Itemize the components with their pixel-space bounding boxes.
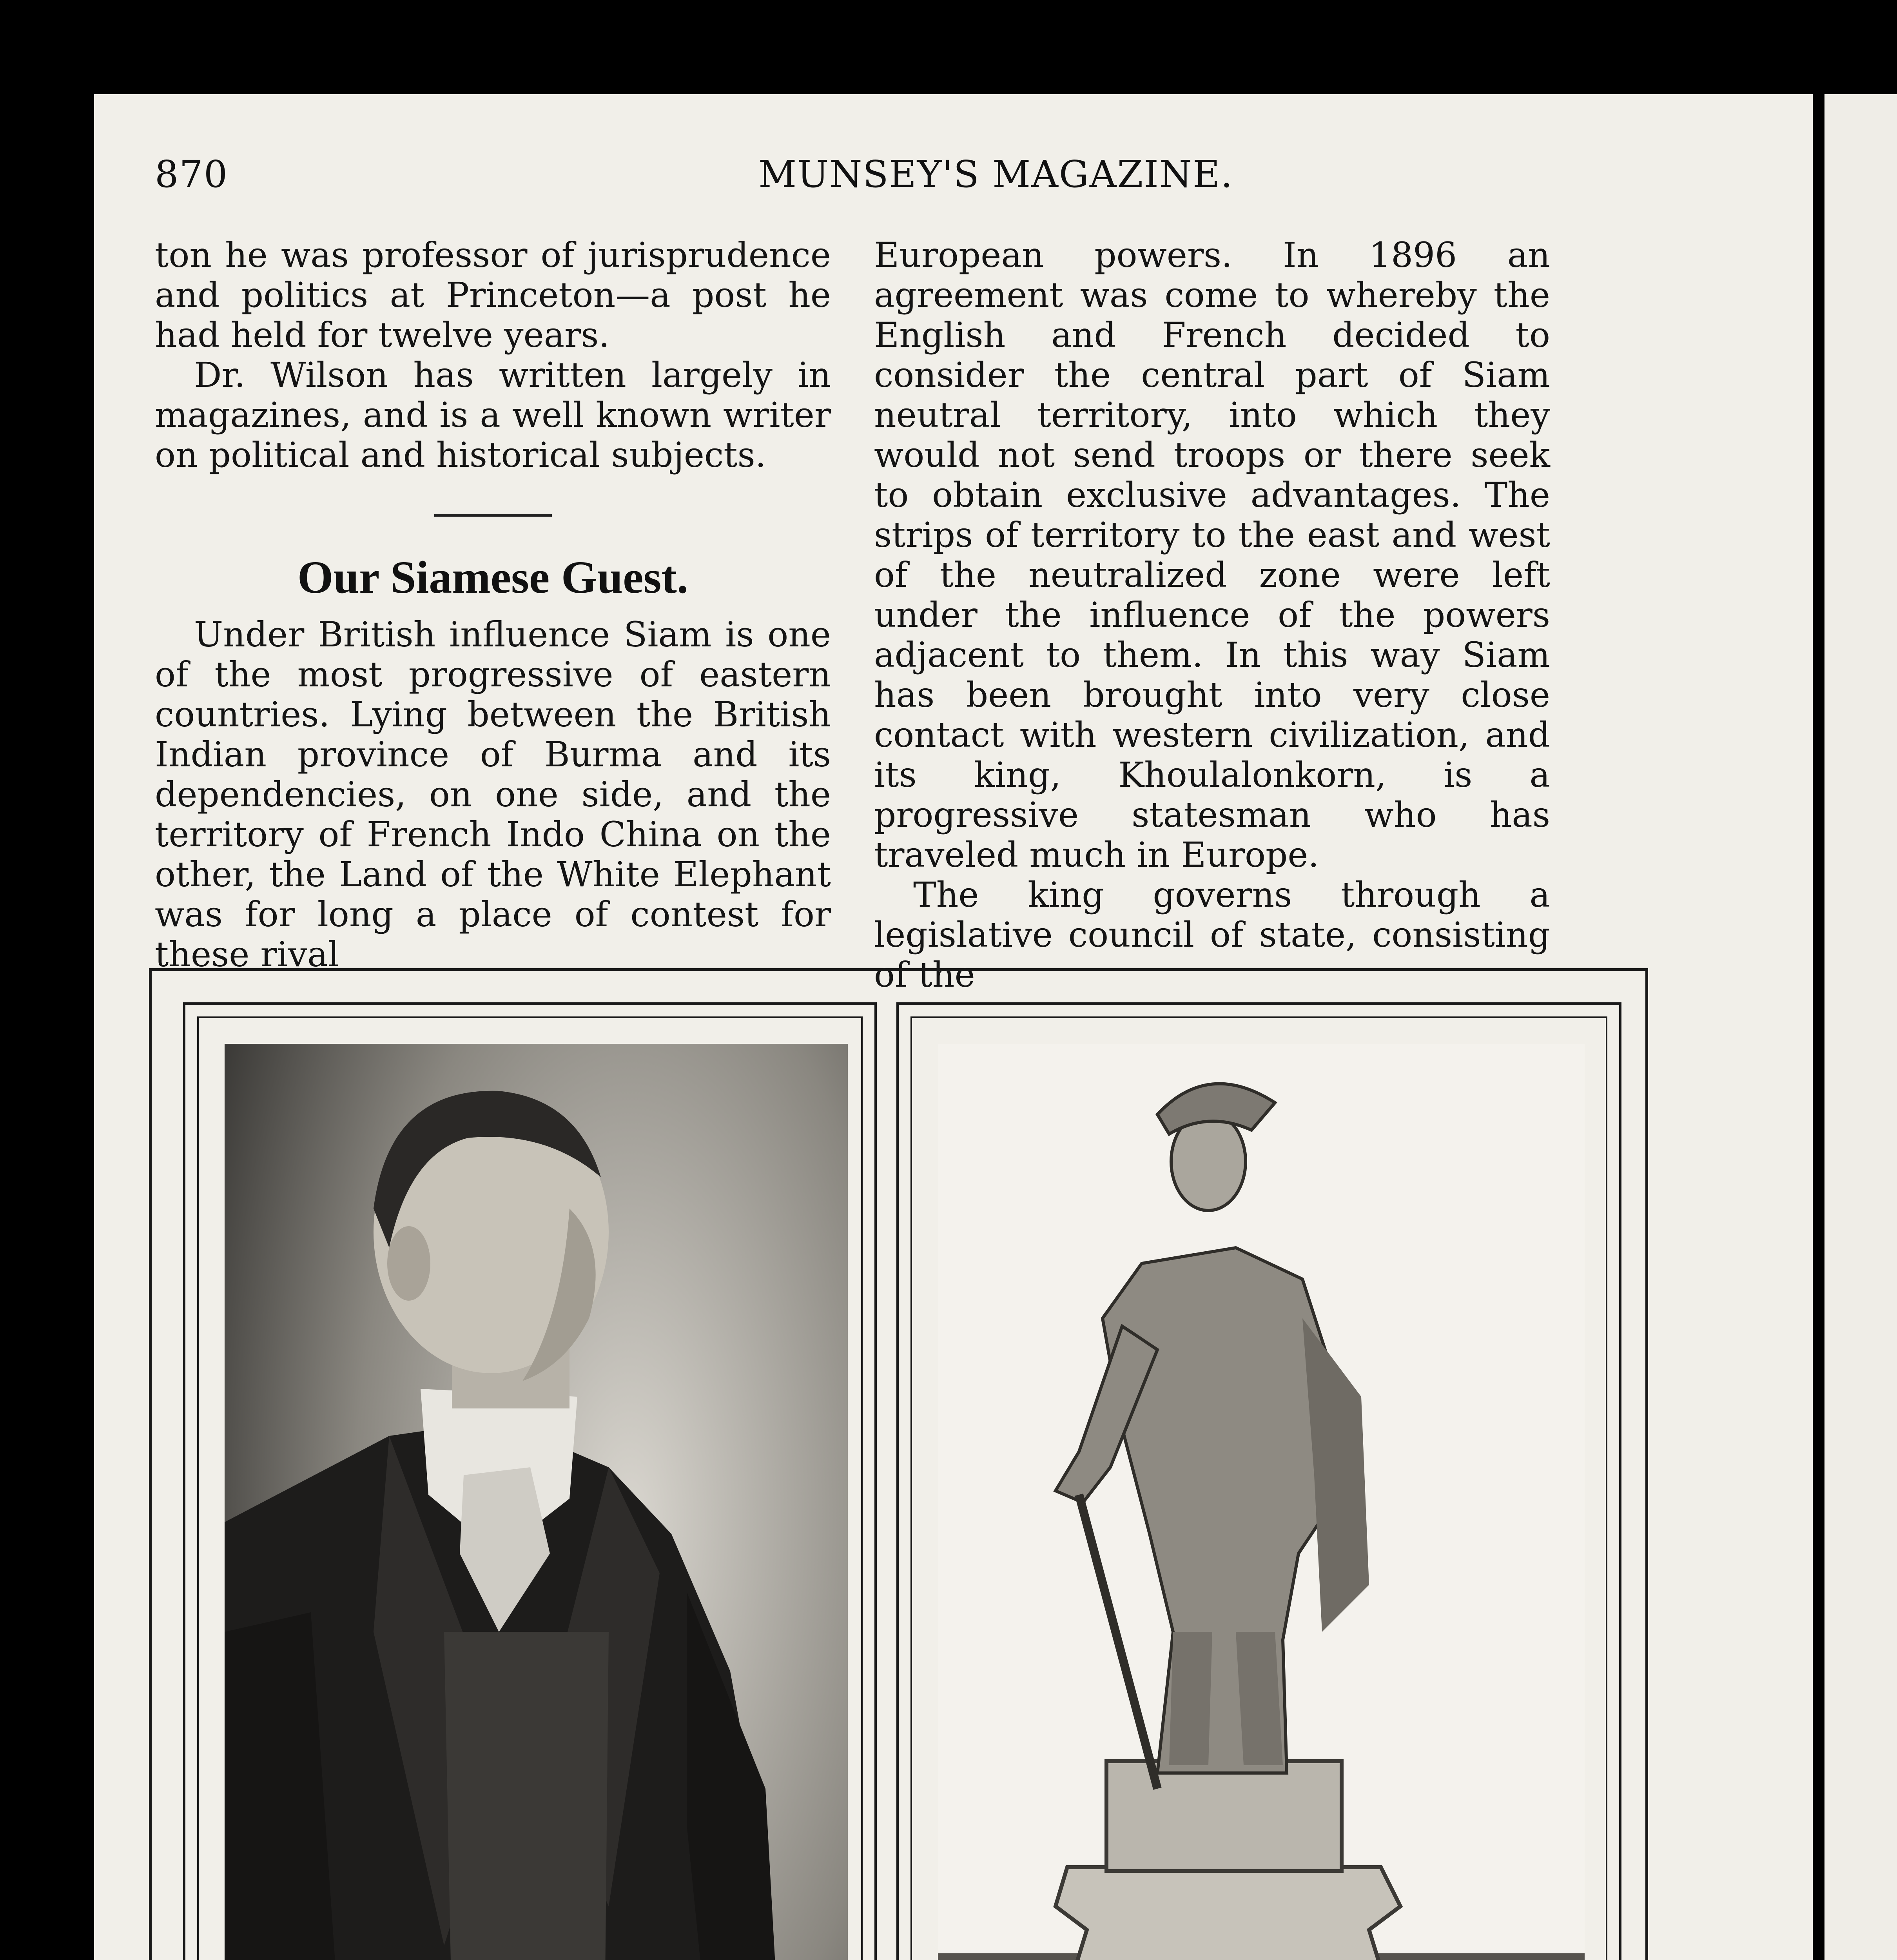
portrait-photo — [225, 1044, 848, 1960]
paragraph: Dr. Wilson has written largely in magazines, and is a well known writer on political and historical subjects. — [155, 355, 831, 475]
statue-photo — [938, 1044, 1585, 1960]
right-text-column — [874, 235, 1550, 995]
page-gutter — [1813, 94, 1824, 1960]
paragraph: ton he was professor of jurisprudence and politics at Princeton—a post he had held for twelve years. — [155, 235, 831, 355]
section-heading: Our Siamese Guest. — [297, 552, 689, 603]
illustration-frame — [149, 968, 1648, 1960]
portrait-panel — [183, 1002, 877, 1960]
facing-page-edge — [1824, 94, 1897, 1960]
running-head — [155, 153, 1897, 200]
magazine-title: MUNSEY'S MAGAZINE. — [758, 153, 1233, 196]
paragraph: The king governs through a legislative council of state, consisting of the — [874, 875, 1550, 995]
section-divider — [434, 514, 552, 517]
left-text-column — [155, 235, 831, 975]
paragraph: Under British influence Siam is one of the most progressive of eastern countries. Lying between the British Indian province of Burma and its dependencies, on one side, and the territory of French Indo China on the other, the Land of the White Elephant was for long a place of contest for these rival — [155, 614, 831, 975]
statue-panel — [896, 1002, 1621, 1960]
paragraph: European powers. In 1896 an agreement was come to whereby the English and French decided to consider the central part of Siam neutral territory, into which they would not send troops or there seek to obtain exclusive advantages. The strips of territory to the east and west of the neutralized zone were left under the influence of the powers adjacent to them. In this way Siam has been brought into very close contact with western civilization, and its king, Khoulalonkorn, is a progressive statesman who has traveled much in Europe. — [874, 235, 1550, 875]
page-number: 870 — [155, 153, 229, 196]
